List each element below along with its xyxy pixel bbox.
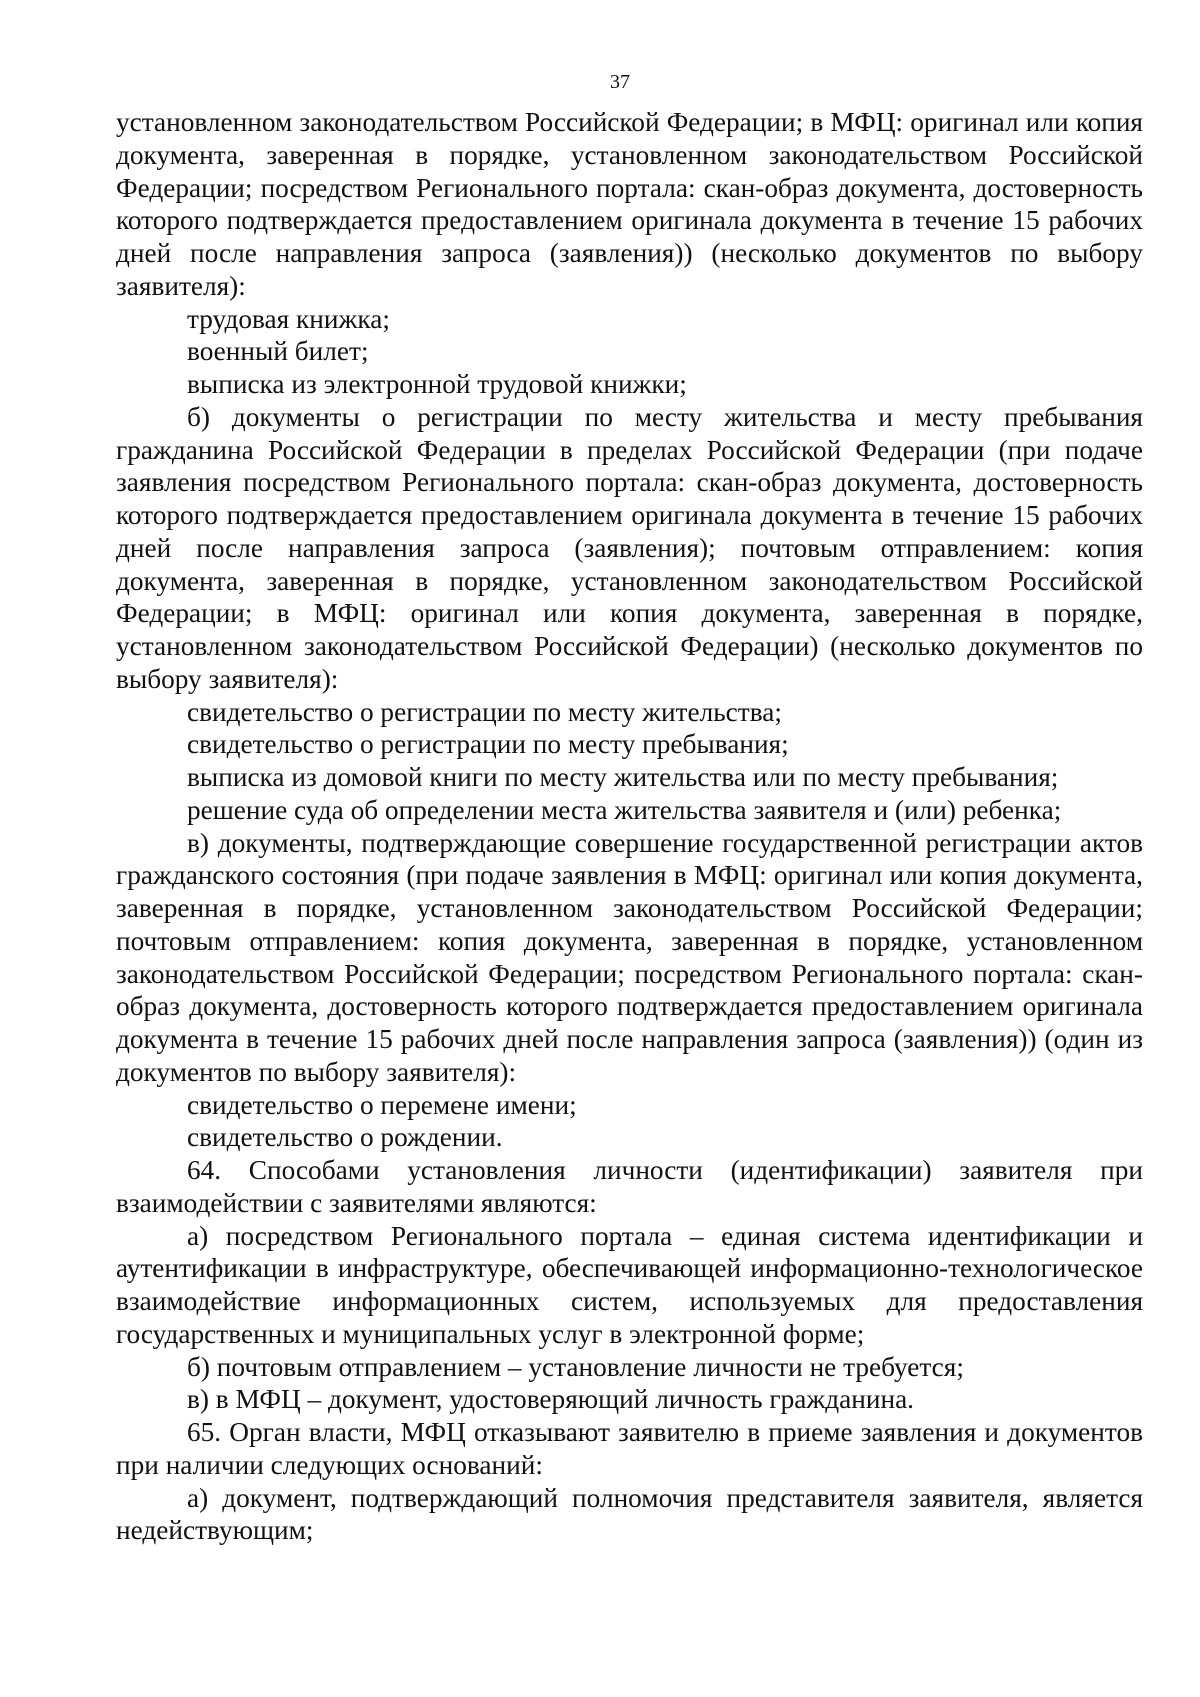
paragraph-64-a: а) посредством Регионального портала – единая система идентификации и аутентификации в инфраструктуре, обеспечивающей информационно-технологическое взаимодействие информационных систем, используемых для предоставления государственных и муниципальных услуг в электронной форме;: [116, 1220, 1143, 1349]
list-item-residence-certificate: свидетельство о регистрации по месту жительства;: [187, 696, 782, 727]
list-item-house-book-extract: выписка из домовой книги по месту жительства или по месту пребывания;: [187, 762, 1059, 792]
paragraph-item-v-civil-status: в) документы, подтверждающие совершение государственной регистрации актов гражданского состояния (при подаче заявления в МФЦ: оригинал или копия документа, заверенная в порядке, установленном законодательством Российской Федерации; почтовым отправлением: копия документа, заверенная в порядке, установленном законодательством Российской Федерации; посредством Регионального портала: скан-образ документа, достоверность которого подтверждается предоставлением оригинала документа в течение 15 рабочих дней после направления запроса (заявления)) (один из документов по выбору заявителя):: [116, 827, 1143, 1087]
paragraph-64-v: в) в МФЦ – документ, удостоверяющий личность гражданина.: [187, 1384, 915, 1415]
paragraph-continuation: установленном законодательством Российской Федерации; в МФЦ: оригинал или копия документа, заверенная в порядке, установленном законодательством Российской Федерации; посредством Регионального портала: скан-образ документа, достоверность которого подтверждается предоставлением оригинала документа в течение 15 рабочих дней после направления запроса (заявления)) (несколько документов по выбору заявителя):: [116, 107, 1143, 301]
list-item-court-decision: решение суда об определении места жительства заявителя и (или) ребенка;: [187, 794, 1062, 825]
page-number: 37: [610, 71, 630, 93]
paragraph-item-b-registration: б) документы о регистрации по месту жительства и месту пребывания гражданина Российской Федерации в пределах Российской Федерации (при подаче заявления посредством Регионального портала: скан-образ документа, достоверность которого подтверждается предоставлением оригинала документа в течение 15 рабочих дней после направления запроса (заявления); почтовым отправлением: копия документа, заверенная в порядке, установленном законодательством Российской Федерации; в МФЦ: оригинал или копия документа, заверенная в порядке, установленном законодательством Российской Федерации) (несколько документов по выбору заявителя):: [116, 401, 1143, 694]
list-item-name-change-certificate: свидетельство о перемене имени;: [187, 1089, 577, 1120]
list-item-stay-certificate: свидетельство о регистрации по месту пребывания;: [187, 729, 789, 760]
paragraph-65: 65. Орган власти, МФЦ отказывают заявителю в приеме заявления и документов при наличии следующих оснований:: [116, 1417, 1143, 1480]
paragraph-64: 64. Способами установления личности (идентификации) заявителя при взаимодействии с заявителями являются:: [116, 1155, 1143, 1218]
list-item-electronic-labor-book: выписка из электронной трудовой книжки;: [187, 369, 687, 399]
list-item-labor-book: трудовая книжка;: [187, 303, 390, 334]
paragraph-64-b: б) почтовым отправлением – установление личности не требуется;: [187, 1351, 964, 1382]
list-item-military-id: военный билет;: [187, 336, 369, 367]
list-item-birth-certificate: свидетельство о рождении.: [187, 1122, 503, 1153]
document-body: [116, 106, 1143, 1547]
paragraph-65-a: а) документ, подтверждающий полномочия представителя заявителя, является недействующим;: [116, 1482, 1143, 1546]
